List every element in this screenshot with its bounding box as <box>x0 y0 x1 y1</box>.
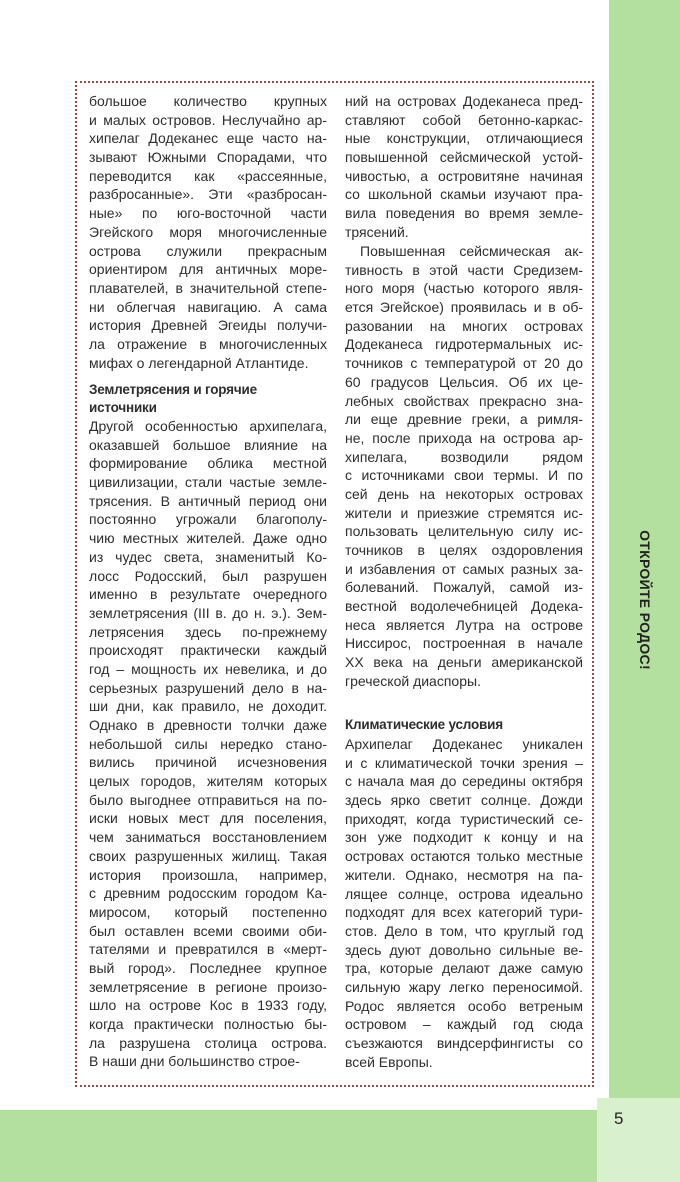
text-line: миросом, который постепенно <box>89 903 327 920</box>
text-line: Додеканеса гидротермальных ис- <box>345 336 583 353</box>
text-line: пользовать целительную силу ис- <box>345 523 583 540</box>
text-line: мифах о легендарной Атлантиде. <box>89 354 309 371</box>
text-line: вила поведения во время земле- <box>345 205 583 222</box>
text-line: трясений. <box>345 223 409 240</box>
text-line: с источниками свои термы. И по <box>345 467 583 484</box>
page-number: 5 <box>614 1109 624 1128</box>
left-paragraph-1 <box>89 92 327 372</box>
text-line: ется Эгейское) проявилась и в об- <box>345 299 583 316</box>
text-line: когда практически полностью бы- <box>89 1016 327 1032</box>
text-line: здесь дуют довольно сильные ве- <box>345 941 583 958</box>
text-line: Повышенная сейсмическая ак- <box>360 243 583 259</box>
text-line: подходят для всех категорий тури- <box>345 904 583 921</box>
text-line: своих разрушенных жилищ. Такая <box>89 847 327 864</box>
text-line: точников в целях оздоровления <box>345 542 583 558</box>
text-line: лящее солнце, острова идеально <box>345 885 583 902</box>
text-line: ни облегчая навигацию. А сама <box>89 298 327 315</box>
text-line: разбросанные». Эти «разбросан- <box>89 186 327 203</box>
text-line: история Древней Эгеиды получи- <box>89 317 327 334</box>
text-line: стов. Дело в том, что круглый год <box>345 922 583 939</box>
text-line: вый город». Последнее крупное <box>89 959 327 976</box>
right-paragraph-2 <box>345 242 583 691</box>
text-line: зон уже подходит к концу и на <box>345 829 583 846</box>
text-line: землетрясение в регионе произо- <box>89 978 327 995</box>
text-line: ного моря (частью которого явля- <box>345 280 583 297</box>
text-line: тра, которые делают даже самую <box>345 960 583 977</box>
text-line: с древним родосским городом Ка- <box>89 885 327 902</box>
text-line: серьезных разрушений дело в на- <box>89 679 327 696</box>
text-line: ла отражение в многочисленных <box>89 335 327 352</box>
text-line: XX века на деньги американской <box>345 654 583 671</box>
page-number-box <box>597 1098 680 1182</box>
text-line: Эгейского моря многочисленные <box>89 223 327 240</box>
text-line: лосс Родосский, был разрушен <box>89 567 327 584</box>
text-line: ли еще древние греки, а римля- <box>345 411 583 428</box>
text-line: с начала мая до середины октября <box>345 773 583 790</box>
text-line: летрясения здесь по-прежнему <box>89 623 327 640</box>
text-line: приходят, когда туристический се- <box>345 810 583 827</box>
text-line: острова служили прекрасным <box>89 242 327 259</box>
text-line: Другой особенностью архипелага, <box>89 418 327 434</box>
text-line: повышенной сейсмической устой- <box>345 149 583 166</box>
text-line: из чудес света, знаменитый Ко- <box>89 548 327 565</box>
text-line: не, после прихода на острова ар- <box>345 429 583 446</box>
text-line: сей день на некоторых островах <box>345 485 583 502</box>
text-line: большое количество крупных <box>89 93 327 109</box>
text-line: целых городов, жителям которых <box>89 773 327 790</box>
text-line: болеваний. Пожалуй, самой из- <box>345 579 583 596</box>
text-line: ний на островах Додеканеса пред- <box>345 93 583 109</box>
text-line: островом – каждый год сюда <box>345 1016 583 1033</box>
text-line: было выгоднее отправиться на по- <box>89 791 327 808</box>
heading-line: источники <box>89 400 157 415</box>
text-line: год – мощность их невелика, и до <box>89 660 327 677</box>
text-line: ориентиром для античных море- <box>89 261 327 278</box>
heading-line: Климатические условия <box>345 717 503 732</box>
text-line: здесь ярко светит солнце. Дожди <box>345 792 583 809</box>
text-line: со школьной скамьи изучают пра- <box>345 186 583 203</box>
text-line: ные конструкции, отличающиеся <box>345 130 583 147</box>
heading-line: Землетрясения и горячие <box>89 382 257 397</box>
text-line: Однако в древности толчки даже <box>89 717 327 733</box>
text-line: неса является Лутра на острове <box>345 616 583 633</box>
text-line: был оставлен всеми своими оби- <box>89 922 327 939</box>
text-line: небольшой силы нередко стано- <box>89 735 327 752</box>
text-line: съезжаются виндсерфингисты со <box>345 1035 583 1051</box>
text-line: лебных свойствах прекрасно зна- <box>345 392 583 409</box>
text-line: жители и приезжие стремятся ис- <box>345 504 583 521</box>
text-line: островах остаются только местные <box>345 848 583 865</box>
text-line: оказавшей большое влияние на <box>89 436 327 453</box>
text-line: всей Европы. <box>345 1053 433 1070</box>
text-line: переводится как «рассеянные, <box>89 167 327 184</box>
text-line: тивность в этой части Средизем- <box>345 261 583 278</box>
text-line: именно в результате очередного <box>89 586 327 603</box>
text-line: цивилизации, стали частые земле- <box>89 474 327 491</box>
text-line: трясения. В античный период они <box>89 492 327 509</box>
left-paragraph-2 <box>89 417 327 1071</box>
text-line: 60 градусов Цельсия. Об их це- <box>345 373 583 390</box>
text-line: происходят практически каждый <box>89 642 327 659</box>
text-line: иски новых мест для поселения, <box>89 810 327 827</box>
text-line: шло на острове Кос в 1933 году, <box>89 997 327 1014</box>
text-line: греческой диаспоры. <box>345 672 481 689</box>
text-line: и избавления от самых разных за- <box>345 560 583 577</box>
text-line: и малых островов. Неслучайно ар- <box>89 111 327 128</box>
text-line: жители. Однако, несмотря на па- <box>345 866 583 883</box>
text-line: хипелаг Додеканес еще часто на- <box>89 130 327 147</box>
right-paragraph-3 <box>345 735 583 1071</box>
bottom-color-band <box>0 1110 597 1182</box>
text-line: чию местных жителей. Даже одно <box>89 530 327 547</box>
text-line: чивостью, а островитяне начиная <box>345 167 583 184</box>
text-line: история произошла, например, <box>89 866 327 883</box>
text-line: точников с температурой от 20 до <box>345 355 583 372</box>
left-heading <box>89 381 327 417</box>
text-line: Архипелаг Додеканес уникален <box>345 736 583 752</box>
text-line: вестной водолечебницей Додека- <box>345 598 583 615</box>
text-line: ставляют собой бетонно-каркас- <box>345 111 583 128</box>
text-line: формирование облика местной <box>89 455 327 472</box>
text-line: разовании на многих островах <box>345 317 583 334</box>
text-line: вились причиной исчезновения <box>89 754 327 771</box>
text-line: Родос является особо ветреным <box>345 997 583 1014</box>
text-line: ла разрушена столица острова. <box>89 1034 327 1051</box>
text-line: и с климатической точки зрения – <box>345 754 583 771</box>
text-line: сильную жару легко переносимой. <box>345 978 583 995</box>
section-title-vertical: ОТКРОЙТЕ РОДОС! <box>637 530 653 670</box>
text-line: плавателей, в значительной степе- <box>89 279 327 296</box>
text-line: землетрясения (III в. до н. э.). Зем- <box>89 604 327 621</box>
text-line: ши дни, как правило, не доходит. <box>89 698 327 715</box>
text-line: зывают Южными Спорадами, что <box>89 149 327 166</box>
right-paragraph-1 <box>345 92 583 242</box>
text-line: В наши дни большинство строе- <box>89 1053 300 1070</box>
text-line: чем заниматься восстановлением <box>89 829 327 846</box>
right-heading <box>345 716 583 734</box>
text-line: Ниссирос, построенная в начале <box>345 635 583 652</box>
text-line: постоянно угрожали благополу- <box>89 511 327 528</box>
text-line: ные» по юго-восточной части <box>89 205 327 222</box>
text-line: хипелага, возводили рядом <box>345 448 583 465</box>
text-line: тателями и превратился в «мерт- <box>89 941 327 958</box>
